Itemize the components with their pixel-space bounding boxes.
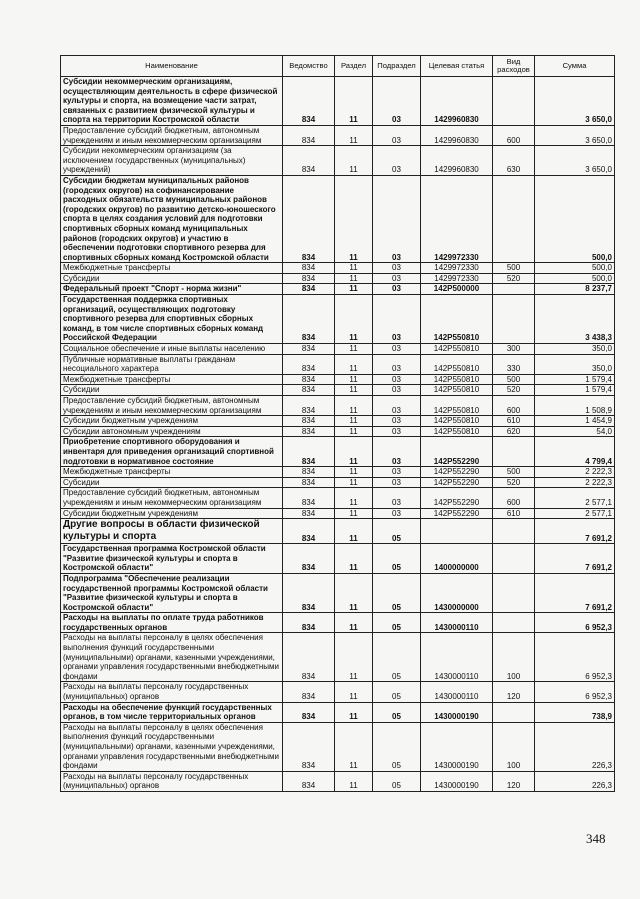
cell-expense-type: 610 <box>493 508 535 519</box>
cell-expense-type: 500 <box>493 263 535 274</box>
cell-sum: 7 691,2 <box>535 519 615 544</box>
table-row <box>61 633 615 682</box>
cell-razdel: 11 <box>335 175 373 262</box>
cell-vedomstvo: 834 <box>283 284 335 295</box>
cell-expense-type: 500 <box>493 374 535 385</box>
cell-target-article: 1430000110 <box>421 613 493 633</box>
cell-vedomstvo: 834 <box>283 396 335 416</box>
table-row <box>61 488 615 508</box>
table-row <box>61 295 615 344</box>
cell-expense-type <box>493 437 535 467</box>
table-row <box>61 125 615 145</box>
cell-target-article: 142P552290 <box>421 467 493 478</box>
cell-name: Социальное обеспечение и иные выплаты населению <box>61 344 283 355</box>
cell-podrazdel: 03 <box>373 284 421 295</box>
cell-podrazdel: 03 <box>373 273 421 284</box>
cell-name: Расходы на выплаты персоналу государственных (муниципальных) органов <box>61 682 283 702</box>
cell-sum: 6 952,3 <box>535 633 615 682</box>
table-row <box>61 374 615 385</box>
cell-expense-type: 600 <box>493 396 535 416</box>
cell-vedomstvo: 834 <box>283 488 335 508</box>
cell-target-article: 1430000190 <box>421 702 493 722</box>
cell-expense-type: 630 <box>493 146 535 176</box>
cell-name: Расходы на выплаты персоналу в целях обеспечения выполнения функций государственными (муниципальными) органами, казенными учреждениями, органами управления государственными внебюджетными фондами <box>61 722 283 771</box>
cell-razdel: 11 <box>335 385 373 396</box>
cell-sum: 738,9 <box>535 702 615 722</box>
cell-vedomstvo: 834 <box>283 77 335 126</box>
table-row <box>61 263 615 274</box>
table-row <box>61 284 615 295</box>
cell-target-article: 1430000110 <box>421 633 493 682</box>
cell-sum: 6 952,3 <box>535 682 615 702</box>
cell-razdel: 11 <box>335 682 373 702</box>
cell-podrazdel: 03 <box>373 344 421 355</box>
cell-target-article: 142P500000 <box>421 284 493 295</box>
cell-podrazdel: 03 <box>373 295 421 344</box>
cell-target-article: 1429960830 <box>421 146 493 176</box>
table-body <box>61 77 615 792</box>
cell-podrazdel: 05 <box>373 613 421 633</box>
cell-sum: 226,3 <box>535 722 615 771</box>
cell-podrazdel: 03 <box>373 477 421 488</box>
cell-target-article: 142P552290 <box>421 477 493 488</box>
cell-name: Другие вопросы в области физической культуры и спорта <box>61 519 283 544</box>
page-number: 348 <box>586 831 606 846</box>
cell-target-article: 142P552290 <box>421 488 493 508</box>
cell-podrazdel: 03 <box>373 416 421 427</box>
table-row <box>61 722 615 771</box>
table-row <box>61 771 615 791</box>
cell-name: Субсидии автономным учреждениям <box>61 426 283 437</box>
cell-vedomstvo: 834 <box>283 702 335 722</box>
cell-target-article: 1430000190 <box>421 722 493 771</box>
table-row <box>61 573 615 612</box>
cell-vedomstvo: 834 <box>283 771 335 791</box>
cell-razdel: 11 <box>335 146 373 176</box>
cell-razdel: 11 <box>335 467 373 478</box>
cell-vedomstvo: 834 <box>283 573 335 612</box>
cell-target-article: 142P552290 <box>421 508 493 519</box>
cell-razdel: 11 <box>335 284 373 295</box>
cell-razdel: 11 <box>335 295 373 344</box>
cell-expense-type: 520 <box>493 273 535 284</box>
cell-podrazdel: 03 <box>373 426 421 437</box>
cell-sum: 226,3 <box>535 771 615 791</box>
cell-podrazdel: 03 <box>373 467 421 478</box>
cell-podrazdel: 05 <box>373 682 421 702</box>
cell-expense-type: 300 <box>493 344 535 355</box>
cell-target-article: 142P550810 <box>421 385 493 396</box>
cell-vedomstvo: 834 <box>283 477 335 488</box>
cell-sum: 500,0 <box>535 263 615 274</box>
cell-vedomstvo: 834 <box>283 722 335 771</box>
cell-name: Государственная программа Костромской области "Развитие физической культуры и спорта в Костромской области" <box>61 544 283 574</box>
cell-name: Предоставление субсидий бюджетным, автономным учреждениям и иным некоммерческим организациям <box>61 488 283 508</box>
cell-podrazdel: 03 <box>373 175 421 262</box>
cell-sum: 7 691,2 <box>535 573 615 612</box>
cell-name: Расходы на выплаты персоналу государственных (муниципальных) органов <box>61 771 283 791</box>
cell-name: Субсидии бюджетным учреждениям <box>61 508 283 519</box>
cell-vedomstvo: 834 <box>283 508 335 519</box>
cell-podrazdel: 03 <box>373 354 421 374</box>
cell-expense-type: 620 <box>493 426 535 437</box>
cell-vedomstvo: 834 <box>283 613 335 633</box>
cell-name: Приобретение спортивного оборудования и инвентаря для приведения организаций спортивной подготовки в нормативное состояние <box>61 437 283 467</box>
cell-razdel: 11 <box>335 437 373 467</box>
cell-expense-type <box>493 519 535 544</box>
cell-razdel: 11 <box>335 488 373 508</box>
cell-name: Расходы на обеспечение функций государственных органов, в том числе территориальных органов <box>61 702 283 722</box>
table-row <box>61 682 615 702</box>
cell-vedomstvo: 834 <box>283 273 335 284</box>
cell-expense-type: 600 <box>493 125 535 145</box>
cell-podrazdel: 03 <box>373 396 421 416</box>
cell-podrazdel: 03 <box>373 77 421 126</box>
cell-sum: 350,0 <box>535 354 615 374</box>
cell-razdel: 11 <box>335 544 373 574</box>
cell-sum: 54,0 <box>535 426 615 437</box>
budget-table <box>60 55 615 792</box>
cell-sum: 7 691,2 <box>535 544 615 574</box>
cell-razdel: 11 <box>335 416 373 427</box>
cell-vedomstvo: 834 <box>283 416 335 427</box>
cell-sum: 3 650,0 <box>535 77 615 126</box>
table-row <box>61 467 615 478</box>
cell-target-article: 142P550810 <box>421 354 493 374</box>
cell-razdel: 11 <box>335 573 373 612</box>
cell-vedomstvo: 834 <box>283 682 335 702</box>
cell-target-article: 1429972330 <box>421 273 493 284</box>
cell-expense-type: 100 <box>493 633 535 682</box>
cell-sum: 3 650,0 <box>535 125 615 145</box>
table-row <box>61 477 615 488</box>
table-row <box>61 396 615 416</box>
table-row <box>61 146 615 176</box>
table-row <box>61 273 615 284</box>
column-header-target-article: Целевая статья <box>421 56 493 77</box>
cell-vedomstvo: 834 <box>283 426 335 437</box>
cell-name: Межбюджетные трансферты <box>61 467 283 478</box>
column-header-vedomstvo: Ведомство <box>283 56 335 77</box>
cell-sum: 1 508,9 <box>535 396 615 416</box>
cell-razdel: 11 <box>335 771 373 791</box>
cell-razdel: 11 <box>335 702 373 722</box>
cell-vedomstvo: 834 <box>283 385 335 396</box>
cell-expense-type <box>493 284 535 295</box>
cell-vedomstvo: 834 <box>283 263 335 274</box>
cell-name: Субсидии <box>61 273 283 284</box>
cell-vedomstvo: 834 <box>283 175 335 262</box>
cell-sum: 500,0 <box>535 273 615 284</box>
cell-podrazdel: 05 <box>373 519 421 544</box>
cell-razdel: 11 <box>335 477 373 488</box>
cell-expense-type <box>493 613 535 633</box>
cell-name: Субсидии <box>61 385 283 396</box>
cell-name: Субсидии некоммерческим организациям (за исключением государственных (муниципальных) учреждений) <box>61 146 283 176</box>
cell-expense-type: 520 <box>493 477 535 488</box>
cell-name: Федеральный проект "Спорт - норма жизни" <box>61 284 283 295</box>
column-header-podrazdel: Подраздел <box>373 56 421 77</box>
cell-expense-type: 520 <box>493 385 535 396</box>
table-row <box>61 437 615 467</box>
cell-expense-type <box>493 702 535 722</box>
cell-podrazdel: 03 <box>373 437 421 467</box>
cell-podrazdel: 05 <box>373 573 421 612</box>
cell-razdel: 11 <box>335 77 373 126</box>
cell-podrazdel: 03 <box>373 385 421 396</box>
cell-podrazdel: 03 <box>373 508 421 519</box>
cell-podrazdel: 03 <box>373 146 421 176</box>
cell-target-article: 142P550810 <box>421 344 493 355</box>
cell-name: Государственная поддержка спортивных организаций, осуществляющих подготовку спортивного резерва для спортивных сборных команд, в том числе спортивных сборных команд Российской Федерации <box>61 295 283 344</box>
cell-name: Публичные нормативные выплаты гражданам несоциального характера <box>61 354 283 374</box>
column-header-razdel: Раздел <box>335 56 373 77</box>
cell-sum: 350,0 <box>535 344 615 355</box>
cell-sum: 3 650,0 <box>535 146 615 176</box>
cell-razdel: 11 <box>335 426 373 437</box>
cell-name: Подпрограмма "Обеспечение реализации государственной программы Костромской области "Развитие физической культуры и спорта в Костромской области" <box>61 573 283 612</box>
cell-vedomstvo: 834 <box>283 146 335 176</box>
cell-target-article: 142P552290 <box>421 437 493 467</box>
cell-sum: 500,0 <box>535 175 615 262</box>
cell-expense-type <box>493 295 535 344</box>
cell-expense-type: 100 <box>493 722 535 771</box>
table-row <box>61 416 615 427</box>
cell-target-article: 142P550810 <box>421 416 493 427</box>
table-row <box>61 702 615 722</box>
cell-expense-type: 600 <box>493 488 535 508</box>
cell-name: Межбюджетные трансферты <box>61 374 283 385</box>
table-row <box>61 354 615 374</box>
cell-vedomstvo: 834 <box>283 467 335 478</box>
cell-name: Расходы на выплаты персоналу в целях обеспечения выполнения функций государственными (муниципальными) органами, казенными учреждениями, органами управления государственными внебюджетными фондами <box>61 633 283 682</box>
cell-podrazdel: 05 <box>373 702 421 722</box>
cell-vedomstvo: 834 <box>283 344 335 355</box>
cell-expense-type: 610 <box>493 416 535 427</box>
cell-target-article: 1430000000 <box>421 573 493 612</box>
cell-name: Межбюджетные трансферты <box>61 263 283 274</box>
cell-expense-type <box>493 573 535 612</box>
cell-podrazdel: 05 <box>373 544 421 574</box>
cell-razdel: 11 <box>335 344 373 355</box>
cell-target-article <box>421 519 493 544</box>
column-header-expense-type: Вид расходов <box>493 56 535 77</box>
cell-target-article: 142P550810 <box>421 396 493 416</box>
column-header-sum: Сумма <box>535 56 615 77</box>
cell-name: Предоставление субсидий бюджетным, автономным учреждениям и иным некоммерческим организациям <box>61 396 283 416</box>
table-row <box>61 613 615 633</box>
cell-razdel: 11 <box>335 354 373 374</box>
table-row <box>61 426 615 437</box>
table-row <box>61 344 615 355</box>
cell-target-article: 1429972330 <box>421 175 493 262</box>
cell-name: Субсидии бюджетным учреждениям <box>61 416 283 427</box>
cell-vedomstvo: 834 <box>283 519 335 544</box>
cell-expense-type: 120 <box>493 682 535 702</box>
cell-razdel: 11 <box>335 613 373 633</box>
cell-vedomstvo: 834 <box>283 295 335 344</box>
cell-expense-type: 330 <box>493 354 535 374</box>
cell-razdel: 11 <box>335 263 373 274</box>
cell-target-article: 142P550810 <box>421 374 493 385</box>
cell-sum: 1 579,4 <box>535 374 615 385</box>
cell-sum: 2 222,3 <box>535 477 615 488</box>
cell-vedomstvo: 834 <box>283 633 335 682</box>
cell-razdel: 11 <box>335 396 373 416</box>
cell-razdel: 11 <box>335 633 373 682</box>
cell-razdel: 11 <box>335 519 373 544</box>
table-row <box>61 385 615 396</box>
cell-podrazdel: 05 <box>373 633 421 682</box>
cell-podrazdel: 03 <box>373 125 421 145</box>
cell-target-article: 1429960830 <box>421 125 493 145</box>
cell-target-article: 1429972330 <box>421 263 493 274</box>
column-header-name: Наименование <box>61 56 283 77</box>
cell-sum: 3 438,3 <box>535 295 615 344</box>
cell-sum: 4 799,4 <box>535 437 615 467</box>
cell-target-article: 1430000190 <box>421 771 493 791</box>
cell-sum: 1 454,9 <box>535 416 615 427</box>
cell-razdel: 11 <box>335 508 373 519</box>
cell-expense-type <box>493 77 535 126</box>
cell-podrazdel: 05 <box>373 771 421 791</box>
cell-target-article: 142P550810 <box>421 295 493 344</box>
table-row <box>61 77 615 126</box>
cell-target-article: 142P550810 <box>421 426 493 437</box>
cell-expense-type <box>493 175 535 262</box>
cell-name: Расходы на выплаты по оплате труда работников государственных органов <box>61 613 283 633</box>
cell-razdel: 11 <box>335 125 373 145</box>
cell-sum: 2 222,3 <box>535 467 615 478</box>
cell-razdel: 11 <box>335 273 373 284</box>
cell-sum: 2 577,1 <box>535 488 615 508</box>
cell-razdel: 11 <box>335 722 373 771</box>
cell-target-article: 1430000110 <box>421 682 493 702</box>
cell-name: Предоставление субсидий бюджетным, автономным учреждениям и иным некоммерческим организациям <box>61 125 283 145</box>
table-row <box>61 544 615 574</box>
cell-expense-type: 500 <box>493 467 535 478</box>
cell-target-article: 1400000000 <box>421 544 493 574</box>
cell-sum: 6 952,3 <box>535 613 615 633</box>
cell-vedomstvo: 834 <box>283 544 335 574</box>
cell-vedomstvo: 834 <box>283 125 335 145</box>
cell-expense-type <box>493 544 535 574</box>
cell-vedomstvo: 834 <box>283 354 335 374</box>
cell-name: Субсидии <box>61 477 283 488</box>
cell-sum: 2 577,1 <box>535 508 615 519</box>
cell-expense-type: 120 <box>493 771 535 791</box>
cell-podrazdel: 03 <box>373 374 421 385</box>
cell-sum: 8 237,7 <box>535 284 615 295</box>
cell-target-article: 1429960830 <box>421 77 493 126</box>
table-row <box>61 519 615 544</box>
cell-podrazdel: 05 <box>373 722 421 771</box>
cell-podrazdel: 03 <box>373 263 421 274</box>
cell-sum: 1 579,4 <box>535 385 615 396</box>
cell-razdel: 11 <box>335 374 373 385</box>
table-row <box>61 175 615 262</box>
cell-podrazdel: 03 <box>373 488 421 508</box>
cell-vedomstvo: 834 <box>283 374 335 385</box>
cell-name: Субсидии некоммерческим организациям, осуществляющим деятельность в сфере физической культуры и спорта, на возмещение части затрат, связанных с развитием физической культуры и спорта на территории Костромской области <box>61 77 283 126</box>
table-row <box>61 508 615 519</box>
cell-name: Субсидии бюджетам муниципальных районов (городских округов) на софинансирование расходных обязательств муниципальных районов (городских округов) по развитию детско-юношеского спорта в целях создания условий для подготовки спортивных сборных команд муниципальных районов (городских округов) и участию в обеспечении подготовки спортивного резерва для спортивных сборных команд Костромской области <box>61 175 283 262</box>
cell-vedomstvo: 834 <box>283 437 335 467</box>
table-header-row <box>61 56 615 77</box>
